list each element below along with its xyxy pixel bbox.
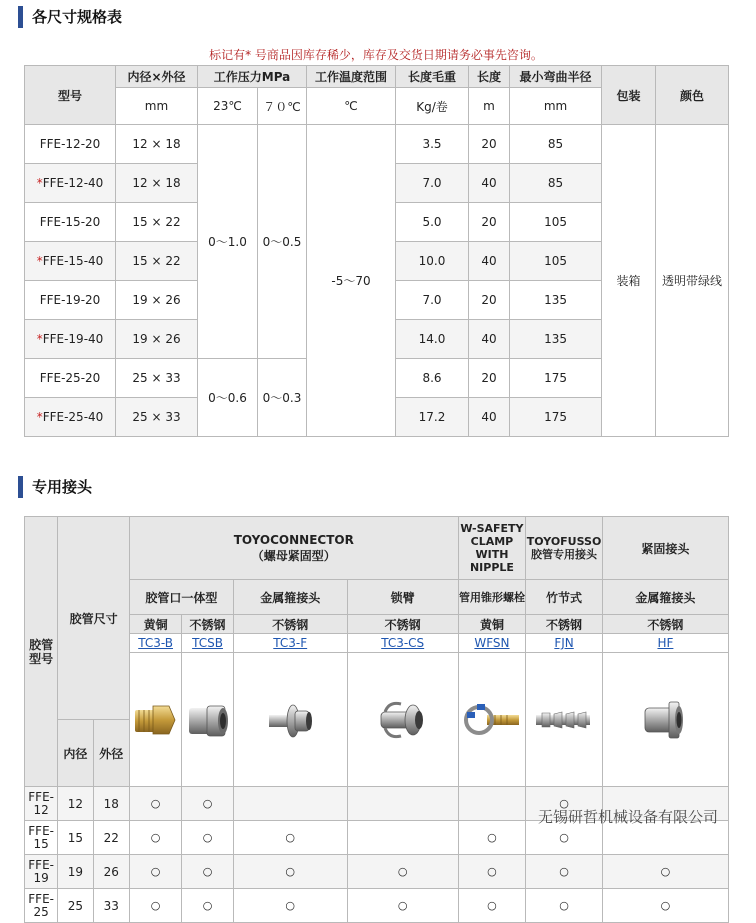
product-link-tc3-b[interactable]: TC3-B bbox=[138, 636, 173, 650]
material-cell: 不锈钢 bbox=[182, 615, 233, 634]
cell-hose-model: FFE-19 bbox=[25, 855, 58, 889]
cell-weight: 17.2 bbox=[396, 398, 469, 437]
cell-model: *FFE-12-40 bbox=[25, 164, 116, 203]
cell-weight: 10.0 bbox=[396, 242, 469, 281]
cell-length: 20 bbox=[469, 203, 510, 242]
star-mark: * bbox=[36, 332, 43, 346]
section-title-fittings: 专用接头 bbox=[18, 476, 92, 498]
cell-hose-model: FFE-12 bbox=[25, 787, 58, 821]
photo-cell bbox=[182, 653, 233, 787]
cell-size: 25 × 33 bbox=[116, 359, 198, 398]
cell-size: 15 × 22 bbox=[116, 203, 198, 242]
cell-outer: 18 bbox=[93, 787, 129, 821]
header-wsafety: W-SAFETY CLAMP WITH NIPPLE bbox=[458, 517, 526, 580]
type-metal-clamp-2: 金属箍接头 bbox=[602, 580, 728, 615]
unit-temperature: ℃ bbox=[307, 88, 396, 125]
cell-length: 40 bbox=[469, 164, 510, 203]
cell-pressure-23-group1: 0～1.0 bbox=[198, 125, 258, 359]
photo-cell bbox=[526, 653, 603, 787]
cell-model: FFE-25-20 bbox=[25, 359, 116, 398]
cell-inner: 25 bbox=[58, 889, 93, 923]
cell-mark: ○ bbox=[129, 855, 181, 889]
cell-model: FFE-19-20 bbox=[25, 281, 116, 320]
type-taper-nipple: 管用锥形螺栓 bbox=[458, 580, 526, 615]
star-mark: * bbox=[36, 410, 43, 424]
table-row bbox=[25, 125, 729, 164]
material-cell: 黄铜 bbox=[129, 615, 181, 634]
type-metal-clamp: 金属箍接头 bbox=[233, 580, 347, 615]
cell-mark: ○ bbox=[602, 889, 728, 923]
cell-mark: ○ bbox=[347, 889, 458, 923]
cell-inner: 19 bbox=[58, 855, 93, 889]
header-color: 颜色 bbox=[656, 66, 729, 125]
cell-bend: 85 bbox=[510, 125, 602, 164]
cell-weight: 7.0 bbox=[396, 164, 469, 203]
cell-temperature-range: -5～70 bbox=[307, 125, 396, 437]
cell-pressure-23-group2: 0～0.6 bbox=[198, 359, 258, 437]
cell-mark: ○ bbox=[526, 889, 603, 923]
cell-mark: ○ bbox=[347, 855, 458, 889]
cell-mark: ○ bbox=[182, 889, 233, 923]
cell-size: 19 × 26 bbox=[116, 320, 198, 359]
cell-size: 12 × 18 bbox=[116, 164, 198, 203]
cell-model: FFE-15-20 bbox=[25, 203, 116, 242]
table-row bbox=[25, 889, 729, 923]
cell-mark bbox=[233, 787, 347, 821]
photo-cell bbox=[347, 653, 458, 787]
header-pressure: 工作压力MPa bbox=[198, 66, 307, 88]
cell-mark: ○ bbox=[526, 855, 603, 889]
cell-size: 15 × 22 bbox=[116, 242, 198, 281]
header-packing: 包装 bbox=[602, 66, 656, 125]
cell-mark: ○ bbox=[233, 855, 347, 889]
company-watermark: 无锡研哲机械设备有限公司 bbox=[538, 808, 719, 826]
cell-hose-model: FFE-15 bbox=[25, 821, 58, 855]
unit-weight: Kg/卷 bbox=[396, 88, 469, 125]
star-mark: * bbox=[36, 176, 43, 190]
cell-mark: ○ bbox=[233, 889, 347, 923]
cell-mark: ○ bbox=[233, 821, 347, 855]
material-cell: 黄铜 bbox=[458, 615, 526, 634]
header-model: 型号 bbox=[25, 66, 116, 125]
unit-diameter: mm bbox=[116, 88, 198, 125]
cell-mark bbox=[347, 787, 458, 821]
cell-mark: ○ bbox=[602, 855, 728, 889]
metal-clamp-fitting-icon bbox=[265, 698, 315, 742]
cell-length: 40 bbox=[469, 320, 510, 359]
cell-mark: ○ bbox=[458, 821, 526, 855]
cell-length: 40 bbox=[469, 398, 510, 437]
product-link-tc3-f[interactable]: TC3-F bbox=[273, 636, 308, 650]
stock-note: 标记有* 号商品因库存稀少，库存及交货日期请务必事先咨询。 bbox=[209, 48, 543, 62]
brass-fitting-icon bbox=[133, 698, 179, 742]
type-bamboo: 竹节式 bbox=[526, 580, 603, 615]
unit-pressure-23: 23℃ bbox=[198, 88, 258, 125]
header-fastener: 紧固接头 bbox=[602, 517, 728, 580]
cell-length: 40 bbox=[469, 242, 510, 281]
header-inner-diameter: 内径 bbox=[58, 720, 93, 787]
cell-size: 19 × 26 bbox=[116, 281, 198, 320]
cell-outer: 26 bbox=[93, 855, 129, 889]
header-hose-size: 胶管尺寸 bbox=[58, 517, 130, 720]
product-link-wfsn[interactable]: WFSN bbox=[474, 636, 510, 650]
photo-cell bbox=[602, 653, 728, 787]
stainless-fitting-icon bbox=[185, 698, 231, 742]
header-diameter: 内径×外径 bbox=[116, 66, 198, 88]
cell-length: 20 bbox=[469, 359, 510, 398]
cell-length: 20 bbox=[469, 125, 510, 164]
fastener-fitting-icon bbox=[637, 698, 693, 742]
cell-mark: ○ bbox=[129, 889, 181, 923]
cell-inner: 15 bbox=[58, 821, 93, 855]
header-toyoconnector: TOYOCONNECTOR （螺母紧固型） bbox=[129, 517, 458, 580]
spec-table bbox=[24, 65, 729, 437]
cell-bend: 135 bbox=[510, 320, 602, 359]
cell-color: 透明带绿线 bbox=[656, 125, 729, 437]
cell-model: *FFE-15-40 bbox=[25, 242, 116, 281]
cell-length: 20 bbox=[469, 281, 510, 320]
material-cell: 不锈钢 bbox=[526, 615, 603, 634]
cell-mark: ○ bbox=[526, 787, 603, 821]
material-cell: 不锈钢 bbox=[233, 615, 347, 634]
cell-hose-model: FFE-25 bbox=[25, 889, 58, 923]
cell-bend: 135 bbox=[510, 281, 602, 320]
photo-cell bbox=[458, 653, 526, 787]
header-weight: 长度毛重 bbox=[396, 66, 469, 88]
cell-mark bbox=[458, 787, 526, 821]
safety-clamp-nipple-icon bbox=[461, 698, 523, 742]
cell-mark: ○ bbox=[182, 821, 233, 855]
photo-cell bbox=[129, 653, 181, 787]
cell-mark: ○ bbox=[458, 889, 526, 923]
cell-size: 12 × 18 bbox=[116, 125, 198, 164]
star-mark: * bbox=[36, 254, 43, 268]
unit-pressure-70: ７０℃ bbox=[258, 88, 307, 125]
cell-weight: 7.0 bbox=[396, 281, 469, 320]
cell-mark: ○ bbox=[182, 787, 233, 821]
cell-model: *FFE-19-40 bbox=[25, 320, 116, 359]
product-link-fjn[interactable]: FJN bbox=[554, 636, 574, 650]
cell-inner: 12 bbox=[58, 787, 93, 821]
type-lock-arm: 锁臂 bbox=[347, 580, 458, 615]
cell-bend: 175 bbox=[510, 359, 602, 398]
cell-bend: 175 bbox=[510, 398, 602, 437]
cell-weight: 3.5 bbox=[396, 125, 469, 164]
cell-pressure-70-group2: 0～0.3 bbox=[258, 359, 307, 437]
cell-model: FFE-12-20 bbox=[25, 125, 116, 164]
cell-weight: 8.6 bbox=[396, 359, 469, 398]
cell-size: 25 × 33 bbox=[116, 398, 198, 437]
table-row bbox=[25, 855, 729, 889]
header-bend: 最小弯曲半径 bbox=[510, 66, 602, 88]
cell-pressure-70-group1: 0～0.5 bbox=[258, 125, 307, 359]
type-integrated: 胶管口一体型 bbox=[129, 580, 233, 615]
lock-arm-coupling-icon bbox=[375, 698, 431, 742]
cell-weight: 14.0 bbox=[396, 320, 469, 359]
photo-cell bbox=[233, 653, 347, 787]
material-cell: 不锈钢 bbox=[347, 615, 458, 634]
cell-packing: 装箱 bbox=[602, 125, 656, 437]
cell-mark: ○ bbox=[129, 787, 181, 821]
unit-length: m bbox=[469, 88, 510, 125]
fittings-table bbox=[24, 516, 729, 923]
header-outer-diameter: 外径 bbox=[93, 720, 129, 787]
cell-model: *FFE-25-40 bbox=[25, 398, 116, 437]
cell-outer: 33 bbox=[93, 889, 129, 923]
section-title-specs: 各尺寸规格表 bbox=[18, 6, 122, 28]
cell-bend: 105 bbox=[510, 242, 602, 281]
header-temperature: 工作温度范围 bbox=[307, 66, 396, 88]
cell-bend: 85 bbox=[510, 164, 602, 203]
header-length: 长度 bbox=[469, 66, 510, 88]
cell-mark: ○ bbox=[458, 855, 526, 889]
unit-bend: mm bbox=[510, 88, 602, 125]
cell-mark: ○ bbox=[129, 821, 181, 855]
cell-bend: 105 bbox=[510, 203, 602, 242]
bamboo-nipple-icon bbox=[532, 698, 596, 742]
header-hose-model: 胶管型号 bbox=[25, 517, 58, 787]
product-link-tc3-cs[interactable]: TC3-CS bbox=[381, 636, 425, 650]
cell-mark: ○ bbox=[182, 855, 233, 889]
header-toyofusso: TOYOFUSSO胶管专用接头 bbox=[526, 517, 603, 580]
material-cell: 不锈钢 bbox=[602, 615, 728, 634]
cell-weight: 5.0 bbox=[396, 203, 469, 242]
product-link-hf[interactable]: HF bbox=[657, 636, 674, 650]
cell-mark: ○ bbox=[526, 821, 603, 855]
product-link-tcsb[interactable]: TCSB bbox=[192, 636, 223, 650]
cell-outer: 22 bbox=[93, 821, 129, 855]
cell-mark bbox=[347, 821, 458, 855]
